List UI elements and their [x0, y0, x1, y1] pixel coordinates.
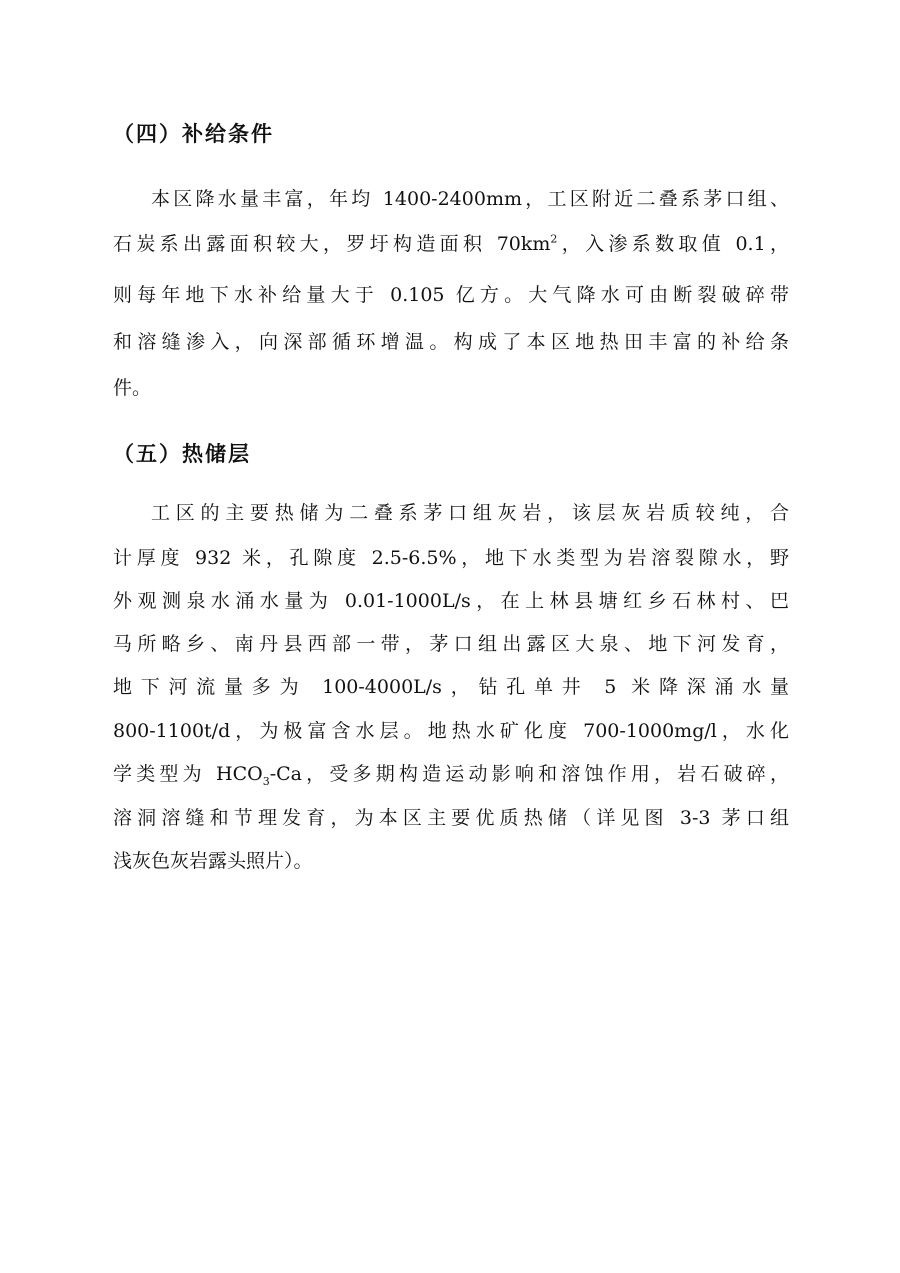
paragraph-line: 则每年地下水补给量大于 0.105 亿方。大气降水可由断裂破碎带	[113, 284, 789, 306]
paragraph-line: 件。	[113, 377, 152, 399]
paragraph-line: 本区降水量丰富，年均 1400-2400mm，工区附近二叠系茅口组、	[151, 188, 789, 210]
paragraph-line: 浅灰色灰岩露头照片）。	[113, 850, 313, 872]
section-heading-reservoir: （五）热储层	[113, 442, 251, 466]
paragraph-line: 马所略乡、南丹县西部一带，茅口组出露区大泉、地下河发育，	[113, 633, 789, 655]
paragraph-line: 和溶缝渗入，向深部循环增温。构成了本区地热田丰富的补给条	[113, 331, 789, 353]
paragraph-line: 800-1100t/d，为极富含水层。地热水矿化度 700-1000mg/l，水化	[113, 720, 789, 742]
paragraph-line: 计厚度 932 米，孔隙度 2.5-6.5%，地下水类型为岩溶裂隙水，野	[113, 547, 789, 569]
paragraph-line: 溶洞溶缝和节理发育，为本区主要优质热储（详见图 3-3 茅口组	[113, 807, 789, 829]
superscript: 2	[550, 232, 558, 246]
subscript: 3	[262, 774, 270, 788]
paragraph-line: 工区的主要热储为二叠系茅口组灰岩，该层灰岩质较纯，合	[151, 502, 789, 524]
paragraph-line: 外观测泉水涌水量为 0.01-1000L/s，在上林县塘红乡石林村、巴	[113, 590, 789, 612]
paragraph-line: 地下河流量多为 100-4000L/s，钻孔单井 5 米降深涌水量	[113, 676, 789, 698]
section-heading-recharge: （四）补给条件	[113, 122, 274, 146]
paragraph-line: 石炭系出露面积较大，罗圩构造面积 $70km^2$，入渗系数取值 0.1，	[113, 232, 789, 255]
paragraph-line: 学类型为 $HCO_3-Ca$，受多期构造运动影响和溶蚀作用，岩石破碎，	[113, 763, 789, 788]
